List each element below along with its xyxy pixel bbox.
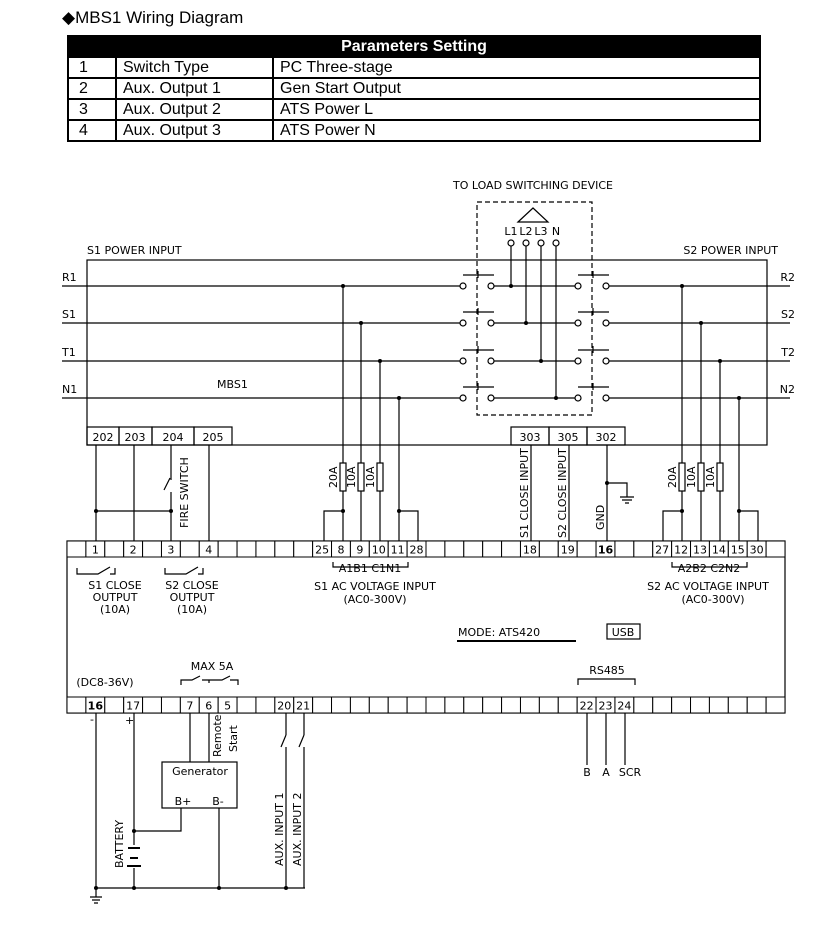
- terminal-number: 17: [126, 699, 141, 713]
- rs485-label: RS485: [589, 664, 625, 677]
- battery-icon: [127, 848, 141, 866]
- terminal: [369, 697, 388, 713]
- b-plus-label: B+: [174, 795, 192, 808]
- dc-range-label: (DC8-36V): [76, 676, 134, 689]
- usb-label: USB: [611, 626, 635, 639]
- gnd-label: GND: [594, 504, 607, 530]
- s1-close-output-label: (10A): [99, 603, 131, 616]
- b-minus-label: B-: [212, 795, 224, 808]
- s1-ac-input-label: (AC0-300V): [343, 593, 407, 606]
- switch-contact-icon: [603, 358, 609, 364]
- power-line: [62, 308, 790, 323]
- rs485-b-label: B: [583, 766, 591, 779]
- terminal: [313, 697, 332, 713]
- terminal: [483, 541, 502, 557]
- mbs1-label: MBS1: [217, 378, 248, 391]
- terminal-label: 203: [124, 431, 146, 444]
- s2-ac-input-label: S2 AC VOLTAGE INPUT: [647, 580, 769, 593]
- cell: Aux. Output 3: [116, 120, 273, 141]
- fire-switch-label: FIRE SWITCH: [178, 457, 191, 528]
- terminal: [67, 697, 86, 713]
- switch-contact-icon: [575, 283, 581, 289]
- terminal: [615, 541, 634, 557]
- cell: Gen Start Output: [273, 78, 760, 99]
- s1-line-label: R1: [62, 271, 77, 284]
- terminal: [294, 541, 313, 557]
- control-wires: [96, 286, 758, 541]
- s2-power-label: S2 POWER INPUT: [683, 244, 778, 257]
- s2-line-label: S2: [781, 308, 795, 321]
- switch-contact-icon: [575, 395, 581, 401]
- s1-line-label: T1: [62, 346, 76, 359]
- terminal: [747, 697, 766, 713]
- terminal-number: 16: [87, 699, 103, 713]
- cell: Aux. Output 1: [116, 78, 273, 99]
- terminal: [332, 697, 351, 713]
- terminal-number: 20: [277, 699, 292, 713]
- cell: 2: [68, 78, 116, 99]
- relay-contact-icons: [77, 567, 203, 574]
- terminal: [634, 697, 653, 713]
- terminal-number: 8: [337, 543, 345, 557]
- terminal-number: 6: [205, 699, 213, 713]
- terminal-number: 4: [205, 543, 213, 557]
- terminal-number: 9: [356, 543, 364, 557]
- load-triangle-icon: [518, 208, 548, 222]
- s2-close-input-label: S2 CLOSE INPUT: [556, 448, 569, 538]
- terminal: [634, 541, 653, 557]
- fuse-rating: 10A: [704, 466, 717, 488]
- power-line: [62, 271, 790, 286]
- load-terminal-icon: [553, 240, 559, 246]
- junction-dot: [524, 321, 528, 325]
- load-label: TO LOAD SWITCHING DEVICE: [452, 179, 614, 192]
- cell: ATS Power L: [273, 99, 760, 120]
- terminal: [105, 697, 124, 713]
- switch-contact-icon: [575, 358, 581, 364]
- terminal: [256, 697, 275, 713]
- terminal-number: 24: [617, 699, 632, 713]
- s2-line-label: N2: [779, 383, 795, 396]
- terminal: [672, 697, 691, 713]
- terminal: [237, 541, 256, 557]
- terminal: [407, 697, 426, 713]
- load-terminal-icon: [523, 240, 529, 246]
- s2-close-output-label: S2 CLOSE: [165, 579, 219, 592]
- battery-label: BATTERY: [113, 819, 126, 868]
- terminal-number: 15: [730, 543, 745, 557]
- terminal: [464, 541, 483, 557]
- rs485-scr-label: SCR: [618, 766, 642, 779]
- rs485-bracket: [578, 679, 635, 685]
- terminal: [502, 697, 521, 713]
- terminal-number: 10: [371, 543, 386, 557]
- fuse-rating: 10A: [345, 466, 358, 488]
- terminal-label: 202: [92, 431, 114, 444]
- cell: Switch Type: [116, 57, 273, 78]
- terminal-number: 23: [598, 699, 613, 713]
- terminal-number: 1: [91, 543, 99, 557]
- terminal: [105, 541, 124, 557]
- s1-phase-labels: A1B1 C1N1: [338, 562, 402, 575]
- terminal: [653, 697, 672, 713]
- terminal-number: 5: [224, 699, 232, 713]
- cell: 3: [68, 99, 116, 120]
- terminal: [275, 541, 294, 557]
- ground-icon: [90, 897, 102, 903]
- terminal: [161, 697, 180, 713]
- s1-power-label: S1 POWER INPUT: [87, 244, 182, 257]
- s2-close-output-label: (10A): [176, 603, 208, 616]
- table-header: Parameters Setting: [68, 36, 760, 57]
- terminal: [218, 541, 237, 557]
- terminal: [728, 697, 747, 713]
- s2-close-output-label: OUTPUT: [169, 591, 215, 604]
- terminal: [502, 541, 521, 557]
- terminal: [426, 541, 445, 557]
- terminal-label: 303: [519, 431, 541, 444]
- mbs1-box: [87, 260, 767, 445]
- title-text: MBS1 Wiring Diagram: [75, 8, 244, 27]
- terminal-number: 27: [655, 543, 670, 557]
- s1-line-label: N1: [62, 383, 78, 396]
- terminal-number: 18: [522, 543, 537, 557]
- power-line: [62, 346, 790, 361]
- terminal: [67, 541, 86, 557]
- load-terminal-label: L2: [519, 225, 533, 238]
- terminal: [256, 541, 275, 557]
- terminal: [539, 541, 558, 557]
- terminal-number: 25: [315, 543, 330, 557]
- ground-icon: [620, 497, 634, 503]
- fuse-rating: 10A: [364, 466, 377, 488]
- switch-contact-icon: [460, 320, 466, 326]
- rs485-a-label: A: [602, 766, 610, 779]
- load-terminal-label: L1: [504, 225, 518, 238]
- terminal: [388, 697, 407, 713]
- cell: 1: [68, 57, 116, 78]
- cell: PC Three-stage: [273, 57, 760, 78]
- terminal-label: 205: [202, 431, 224, 444]
- terminal: [445, 697, 464, 713]
- junction-dot: [509, 284, 513, 288]
- max-5a-label: MAX 5A: [190, 660, 234, 673]
- start-label: Start: [227, 725, 240, 752]
- s2-ac-input-label: (AC0-300V): [681, 593, 745, 606]
- terminal: [558, 697, 577, 713]
- aux-input-1-label: AUX. INPUT 1: [273, 792, 286, 866]
- terminal: [539, 697, 558, 713]
- load-terminal-icon: [538, 240, 544, 246]
- terminal: [577, 541, 596, 557]
- aux-input-2-label: AUX. INPUT 2: [291, 792, 304, 866]
- terminal-number: 3: [167, 543, 175, 557]
- terminal: [237, 697, 256, 713]
- terminal: [483, 697, 502, 713]
- s1-ac-input-label: S1 AC VOLTAGE INPUT: [314, 580, 436, 593]
- power-line: [62, 383, 790, 398]
- terminal-number: 30: [749, 543, 764, 557]
- terminal: [691, 697, 710, 713]
- switch-contact-icon: [488, 395, 494, 401]
- switch-contact-icon: [603, 320, 609, 326]
- terminal: [766, 541, 785, 557]
- terminal-label: 305: [557, 431, 579, 444]
- aux-input-switch-icons: [281, 735, 304, 747]
- cell: Aux. Output 2: [116, 99, 273, 120]
- terminal: [180, 541, 199, 557]
- mode-label: MODE: ATS420: [458, 626, 541, 639]
- terminal-label: 204: [162, 431, 184, 444]
- terminal-number: 28: [409, 543, 424, 557]
- terminal: [143, 697, 162, 713]
- switch-contact-icon: [603, 283, 609, 289]
- terminal: [464, 697, 483, 713]
- terminal: [520, 697, 539, 713]
- switch-contact-icon: [603, 395, 609, 401]
- s1-close-input-label: S1 CLOSE INPUT: [518, 448, 531, 538]
- switch-contact-icon: [488, 320, 494, 326]
- terminal-number: 22: [579, 699, 594, 713]
- gen-start-relay-icon: [181, 676, 238, 685]
- switch-contact-icon: [575, 320, 581, 326]
- terminal-number: 11: [390, 543, 405, 557]
- switch-contact-icon: [460, 283, 466, 289]
- remote-label: Remote: [211, 714, 224, 757]
- terminal-number: 2: [129, 543, 137, 557]
- junction-dot: [539, 359, 543, 363]
- fuse-rating: 20A: [666, 466, 679, 488]
- terminal: [350, 697, 369, 713]
- switch-contact-icon: [460, 395, 466, 401]
- terminal-label: 302: [595, 431, 617, 444]
- terminal-number: 14: [711, 543, 726, 557]
- cell: 4: [68, 120, 116, 141]
- terminal: [709, 697, 728, 713]
- s2-line-label: R2: [780, 271, 795, 284]
- fuse-rating: 20A: [327, 466, 340, 488]
- terminal-number: 12: [674, 543, 689, 557]
- s2-phase-labels: A2B2 C2N2: [677, 562, 741, 575]
- fire-switch-icon: [164, 478, 170, 490]
- s1-close-output-label: S1 CLOSE: [88, 579, 142, 592]
- switch-contact-icon: [460, 358, 466, 364]
- plus-label: +: [125, 714, 135, 727]
- terminal: [766, 697, 785, 713]
- cell: ATS Power N: [273, 120, 760, 141]
- switch-contact-icon: [488, 283, 494, 289]
- diamond-bullet-icon: ◆: [62, 8, 76, 27]
- s1-line-label: S1: [62, 308, 76, 321]
- terminal: [426, 697, 445, 713]
- generator-label: Generator: [172, 765, 228, 778]
- load-terminal-label: L3: [534, 225, 548, 238]
- fuse-rating: 10A: [685, 466, 698, 488]
- terminal: [445, 541, 464, 557]
- junction-dot: [554, 396, 558, 400]
- s2-line-label: T2: [781, 346, 795, 359]
- terminal-number: 13: [692, 543, 707, 557]
- terminal: [143, 541, 162, 557]
- s1-close-output-label: OUTPUT: [92, 591, 138, 604]
- terminal-number: 19: [560, 543, 575, 557]
- minus-label: -: [90, 713, 94, 726]
- terminal-number: 21: [296, 699, 311, 713]
- switch-contact-icon: [488, 358, 494, 364]
- load-terminal-icon: [508, 240, 514, 246]
- load-terminal-label: N: [551, 225, 561, 238]
- terminal-number: 16: [597, 543, 614, 557]
- terminal-number: 7: [186, 699, 194, 713]
